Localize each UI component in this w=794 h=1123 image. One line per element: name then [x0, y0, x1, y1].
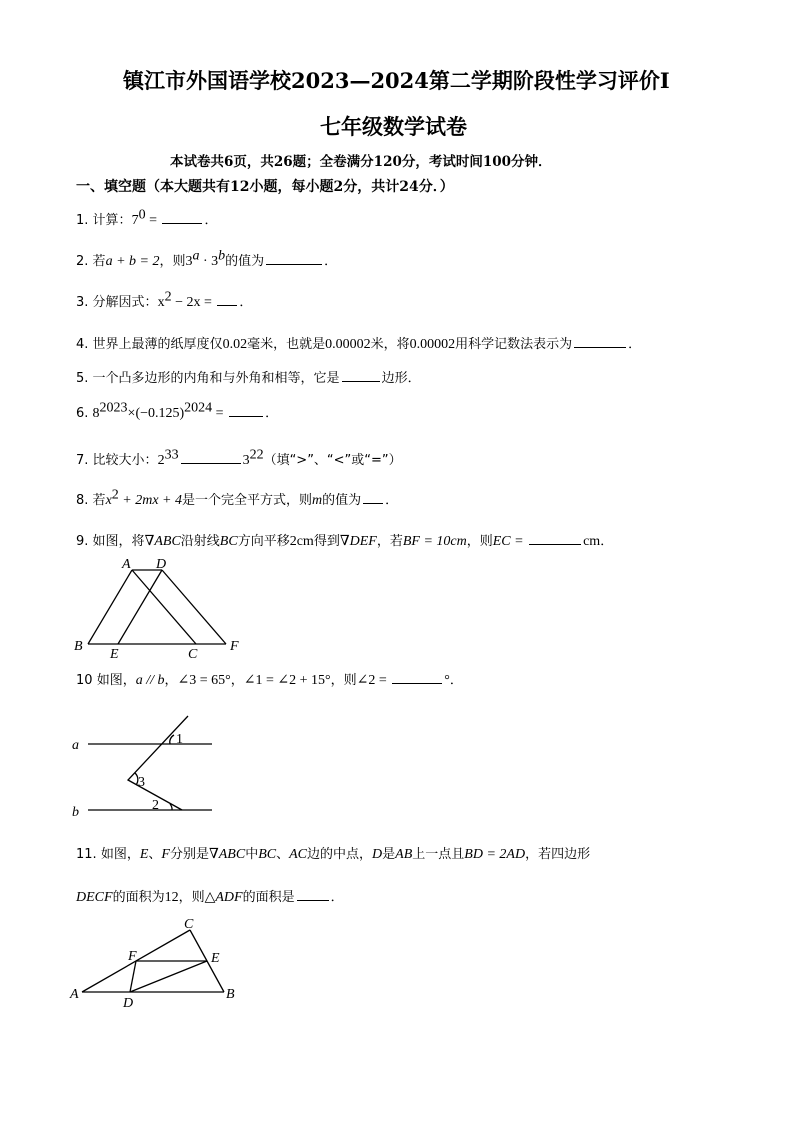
q-text: 比较大小：	[92, 453, 158, 468]
label-2: 2	[152, 798, 159, 813]
q-math: BF = 10cm	[402, 534, 467, 549]
q-math: ∠1 = ∠2 + 15°	[243, 673, 331, 688]
q-text: 、	[148, 847, 162, 862]
q-math: =	[145, 213, 161, 228]
question-1	[76, 209, 217, 229]
label-b: b	[72, 805, 79, 820]
q-text: 的值为	[322, 493, 362, 508]
answer-blank[interactable]	[363, 491, 383, 504]
q-number: 4.	[76, 337, 93, 352]
q-math: m	[312, 493, 323, 508]
q-text: 沿射线	[180, 534, 220, 549]
question-9	[76, 530, 613, 550]
q-math: ∠2 =	[356, 673, 391, 688]
q-number: 5.	[76, 371, 93, 386]
q-math: BC	[258, 847, 277, 862]
q-text: ．	[239, 295, 253, 310]
q-text: ，若四边形	[525, 847, 591, 862]
question-5	[76, 367, 421, 386]
q-math: 0.02	[222, 337, 248, 352]
q-text: ．	[628, 337, 642, 352]
q-math: x	[105, 493, 112, 508]
label-a: a	[72, 738, 79, 753]
q-text: ．	[265, 406, 279, 421]
answer-blank[interactable]	[229, 404, 263, 417]
page-title: 镇江市外国语学校2023—2024第二学期阶段性学习评价Ⅰ	[123, 68, 670, 93]
answer-blank[interactable]	[392, 671, 442, 684]
question-2	[76, 250, 337, 270]
label-B: B	[226, 987, 235, 1002]
q-text: ，若	[376, 534, 403, 549]
q-text: ．	[204, 213, 218, 228]
q-text: 如图，	[96, 673, 136, 688]
angle-1-arc	[170, 735, 174, 744]
q-math: ∠3 = 65°	[177, 673, 231, 688]
q-number: 7.	[76, 453, 93, 468]
q-number: 8.	[76, 493, 93, 508]
segment-AC	[132, 570, 196, 644]
q-text: 世界上最薄的纸厚度仅	[92, 337, 223, 352]
exam-note: 本试卷共6页，共26题；全卷满分120分，考试时间100分钟．	[170, 154, 552, 170]
figure-10	[66, 708, 226, 820]
q-number: 3.	[76, 295, 93, 310]
q-text: ．	[324, 254, 338, 269]
q-math: F	[161, 847, 170, 862]
q-text: 米，将	[370, 337, 410, 352]
q-number: 1.	[76, 213, 93, 228]
q-text: 如图，	[100, 847, 140, 862]
q-number: 6.	[76, 406, 93, 421]
q-text: 分解因式：	[92, 295, 158, 310]
q-text: 的面积是	[242, 890, 295, 905]
label-3: 3	[138, 775, 145, 790]
q-text: （填“>”、“<”或“=”）	[263, 453, 402, 468]
q-math: 2	[157, 453, 165, 468]
answer-blank[interactable]	[217, 293, 237, 306]
q-math: E	[139, 847, 149, 862]
q-exponent: 2024	[184, 400, 213, 416]
q-text: ，则	[466, 534, 493, 549]
segment-DE	[130, 961, 207, 992]
q-text: ，则	[330, 673, 357, 688]
q-math: − 2x =	[171, 295, 216, 310]
q-text: 一个凸多边形的内角和与外角和相等，它是	[92, 371, 340, 386]
q-text: 是	[382, 847, 396, 862]
label-B: B	[74, 639, 83, 654]
q-math: 7	[131, 213, 139, 228]
q-text: 的值为	[225, 254, 265, 269]
q-text: 方向平移	[237, 534, 290, 549]
answer-blank[interactable]	[266, 252, 322, 265]
q-text: 得到	[313, 534, 340, 549]
q-exponent: 33	[164, 447, 179, 463]
question-10	[76, 669, 463, 689]
figure-11	[66, 914, 246, 1010]
label-D: D	[156, 557, 167, 572]
q-math: 0.00002	[409, 337, 456, 352]
label-A: A	[70, 987, 79, 1002]
answer-blank[interactable]	[181, 451, 241, 464]
q-exponent: 22	[249, 447, 264, 463]
label-F: F	[128, 949, 137, 964]
q-text: 、	[276, 847, 290, 862]
q-text: ，	[164, 673, 178, 688]
q-math: ∇ABC	[144, 534, 181, 549]
q-number: 9.	[76, 534, 93, 549]
q-math: D	[372, 847, 383, 862]
q-exponent: 2	[164, 289, 172, 305]
answer-blank[interactable]	[297, 888, 329, 901]
q-math: EC =	[492, 534, 528, 549]
q-number: 10	[76, 673, 97, 688]
figure-9	[70, 556, 250, 664]
label-1: 1	[176, 732, 183, 747]
q-math: AC	[289, 847, 308, 862]
answer-blank[interactable]	[574, 335, 626, 348]
q-text: ，	[230, 673, 244, 688]
q-text: 分别是	[169, 847, 209, 862]
q-math: ×(−0.125)	[127, 406, 185, 421]
q-math: BD = 2AD	[464, 847, 526, 862]
segment-DF	[162, 570, 226, 644]
q-text: 边形．	[381, 371, 421, 386]
q-math: °	[444, 673, 450, 688]
q-text: 若	[92, 493, 106, 508]
question-3	[76, 291, 252, 311]
q-text: 如图，将	[92, 534, 145, 549]
question-6	[76, 402, 278, 422]
q-exponent: b	[218, 248, 226, 264]
question-11-line-2	[76, 886, 344, 906]
answer-blank[interactable]	[342, 369, 380, 382]
segment-AB	[88, 570, 132, 644]
answer-blank[interactable]	[529, 532, 581, 545]
q-number: 2.	[76, 254, 93, 269]
q-math: △ADF	[204, 890, 243, 905]
q-math: 3	[242, 453, 250, 468]
q-text: ．	[330, 890, 344, 905]
q-math: ∇DEF	[339, 534, 377, 549]
section-heading: 一、填空题（本大题共有12小题，每小题2分，共计24分．）	[76, 179, 454, 195]
label-C: C	[188, 647, 198, 662]
q-text: ．	[600, 534, 614, 549]
label-C: C	[184, 917, 194, 932]
q-math: ∇ABC	[208, 847, 246, 862]
broken-line	[128, 716, 188, 810]
q-text: ，则	[178, 890, 205, 905]
q-text: 是一个完全平方式，则	[182, 493, 313, 508]
q-text: ．	[449, 673, 463, 688]
q-math: 3	[211, 254, 219, 269]
label-E: E	[211, 951, 220, 966]
question-8	[76, 489, 398, 509]
q-math: 8	[92, 406, 100, 421]
q-number: 11.	[76, 847, 101, 862]
question-4	[76, 333, 641, 353]
q-text: ，则	[159, 254, 186, 269]
q-math: ·	[199, 254, 212, 269]
q-math: 2cm	[289, 534, 314, 549]
q-exponent: a	[192, 248, 200, 264]
q-math: BC	[219, 534, 238, 549]
q-text: 毫米，也就是	[247, 337, 326, 352]
segment-FD	[130, 961, 136, 992]
question-7	[76, 449, 402, 469]
q-text: 计算：	[92, 213, 132, 228]
q-text: 的面积为	[112, 890, 165, 905]
q-math: + 2mx + 4	[118, 493, 182, 508]
q-text: 上一点且	[412, 847, 465, 862]
q-math: a + b = 2	[105, 254, 160, 269]
q-math: AB	[395, 847, 413, 862]
question-11-line-1	[76, 843, 590, 863]
page-subtitle: 七年级数学试卷	[320, 114, 467, 139]
label-A: A	[122, 557, 131, 572]
label-F: F	[230, 639, 239, 654]
q-exponent: 2023	[99, 400, 128, 416]
label-E: E	[110, 647, 119, 662]
q-math: DECF	[76, 890, 113, 905]
segment-DE	[118, 570, 162, 644]
q-math: 12	[164, 890, 179, 905]
q-text: 边的中点，	[307, 847, 373, 862]
q-exponent: 0	[138, 207, 146, 223]
q-math: x	[157, 295, 165, 310]
q-text: 中	[245, 847, 259, 862]
q-math: 0.00002	[325, 337, 371, 352]
q-text: ．	[385, 493, 399, 508]
q-text: 若	[92, 254, 106, 269]
label-D: D	[123, 996, 134, 1010]
q-math: a // b	[135, 673, 165, 688]
q-exponent: 2	[111, 487, 119, 503]
q-math: 3	[185, 254, 193, 269]
answer-blank[interactable]	[162, 211, 202, 224]
q-text: 用科学记数法表示为	[455, 337, 573, 352]
q-math: cm	[583, 534, 601, 549]
q-math: =	[212, 406, 228, 421]
